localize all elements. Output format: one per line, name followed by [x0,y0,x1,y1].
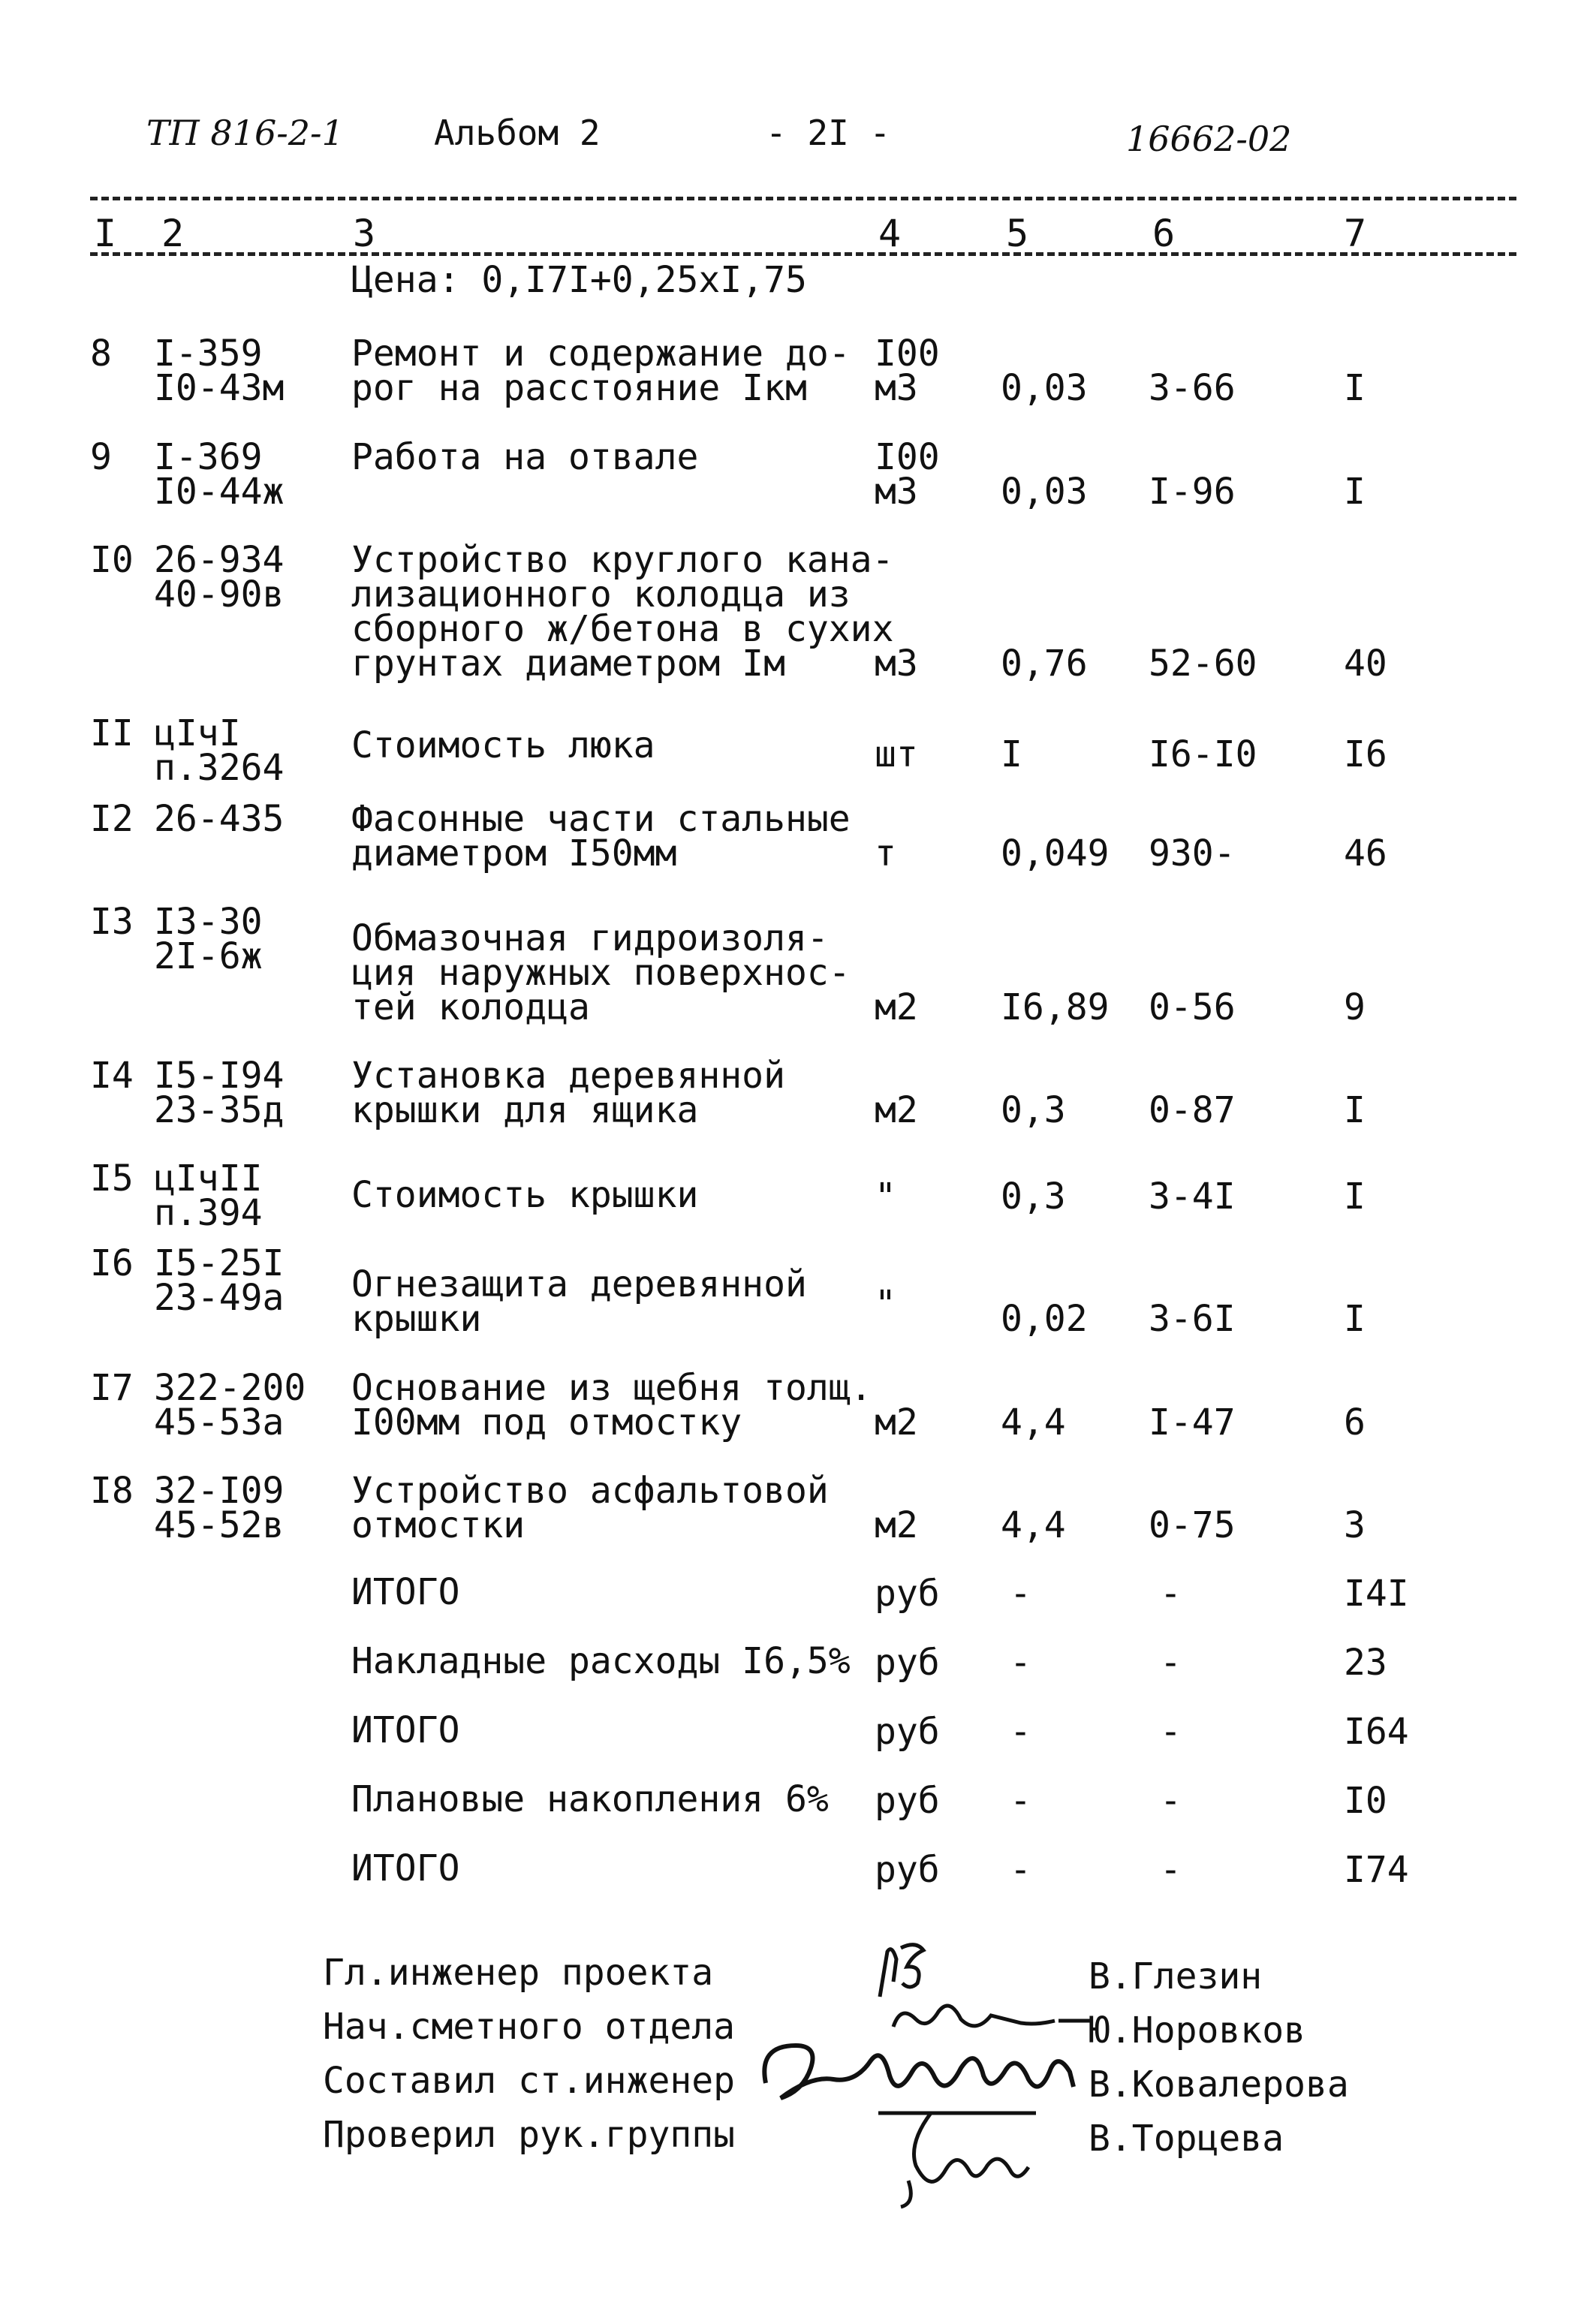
row-number: I7 [90,1367,134,1409]
totals-unit: руб [875,1849,940,1891]
row-price: 3-6I [1149,1298,1236,1340]
row-qty: 0,3 [1001,1089,1066,1131]
table-row [0,712,1596,789]
row-unit: т [875,832,896,875]
totals-qty: - [1010,1780,1031,1822]
totals-row [0,1778,1596,1822]
row-price: I-47 [1149,1401,1236,1444]
table-row [0,901,1596,1028]
column-number-7: 7 [1344,212,1367,255]
row-code: 26-934 40-90в [154,539,285,616]
row-qty: 0,3 [1001,1176,1066,1218]
totals-row [0,1640,1596,1684]
signature-role-compiler: Составил ст.инженер [323,2060,736,2102]
totals-label: ИТОГО [351,1847,460,1889]
signature-name-norovkov: Ю.Норовков [1089,2009,1305,2052]
totals-qty: - [1010,1711,1031,1753]
row-qty: I6,89 [1001,986,1110,1028]
row-unit: " [875,1283,896,1325]
row-name: Обмазочная гидроизоля- ция наружных поверхнос- тей колодца [351,917,851,1028]
totals-price: - [1160,1849,1182,1891]
row-code: I3-30 2I-6ж [154,901,263,977]
row-code: цIчI п.3264 [154,712,285,789]
column-number-1: I [94,212,117,255]
row-name: Работа на отвале [351,436,699,478]
row-number: I0 [90,539,134,581]
row-qty: I [1001,733,1022,775]
totals-total: I74 [1344,1849,1409,1891]
row-code: I-359 I0-43м [154,333,285,409]
page-number: - 2I - [766,113,891,153]
table-row [0,1367,1596,1444]
table-row [0,436,1596,513]
totals-price: - [1160,1711,1182,1753]
row-price: I-96 [1149,471,1236,513]
row-qty: 0,03 [1001,471,1088,513]
row-total: 46 [1344,832,1387,875]
column-number-5: 5 [1006,212,1029,255]
row-number: I5 [90,1158,134,1200]
row-unit: м2 [875,1089,918,1131]
row-total: 6 [1344,1401,1366,1444]
row-total: I [1344,1089,1366,1131]
totals-total: I0 [1344,1780,1387,1822]
row-total: I [1344,1176,1366,1218]
row-total: I6 [1344,733,1387,775]
totals-label: Накладные расходы I6,5% [351,1640,851,1682]
row-name: Основание из щебня толщ. I00мм под отмостку [351,1367,872,1444]
totals-row [0,1571,1596,1615]
row-code: I-369 I0-44ж [154,436,285,513]
row-number: II [90,712,134,754]
table-row [0,1242,1596,1340]
totals-total: I64 [1344,1711,1409,1753]
row-price: 3-66 [1149,367,1236,409]
row-code: цIчII п.394 [154,1158,263,1234]
row-price: 0-87 [1149,1089,1236,1131]
row-qty: 0,02 [1001,1298,1088,1340]
totals-price: - [1160,1573,1182,1615]
totals-qty: - [1010,1642,1031,1684]
column-number-4: 4 [878,212,902,255]
doc-code: ТП 816-2-1 [146,113,344,153]
column-number-6: 6 [1152,212,1176,255]
row-total: I [1344,471,1366,513]
table-row [0,1470,1596,1546]
table-row [0,333,1596,409]
album-label: Альбом 2 [434,113,601,153]
signature-role-chief-engineer: Гл.инженер проекта [323,1952,714,1994]
totals-total: I4I [1344,1573,1409,1615]
totals-unit: руб [875,1642,940,1684]
table-row [0,1055,1596,1131]
table-row [0,1158,1596,1234]
row-price: I6-I0 [1149,733,1257,775]
row-price: 0-56 [1149,986,1236,1028]
row-qty: 0,76 [1001,643,1088,685]
bottom-dashed-rule [90,252,1516,256]
row-code: 32-I09 45-52в [154,1470,285,1546]
row-number: 8 [90,333,112,375]
top-dashed-rule [90,197,1516,200]
row-price: 0-75 [1149,1504,1236,1546]
row-name: Устройство асфальтовой отмостки [351,1470,829,1546]
totals-total: 23 [1344,1642,1387,1684]
row-unit: м2 [875,986,918,1028]
row-total: I [1344,1298,1366,1340]
row-code: I5-I94 23-35д [154,1055,285,1131]
signature-role-head-estimates: Нач.сметного отдела [323,2006,736,2048]
totals-row [0,1847,1596,1891]
row-qty: 0,049 [1001,832,1110,875]
totals-unit: руб [875,1711,940,1753]
handwritten-signature-tortseva [863,2098,1058,2211]
row-number: I8 [90,1470,134,1512]
row-unit: I00 м3 [875,436,940,513]
column-number-2: 2 [161,212,185,255]
row-unit: м3 [875,643,918,685]
table-row [0,539,1596,685]
totals-price: - [1160,1642,1182,1684]
totals-label: ИТОГО [351,1709,460,1751]
row-price: 930- [1149,832,1236,875]
row-code: 322-200 45-53а [154,1367,306,1444]
column-number-3: 3 [353,212,376,255]
row-qty: 4,4 [1001,1401,1066,1444]
row-unit: " [875,1176,896,1218]
totals-unit: руб [875,1780,940,1822]
row-name: Стоимость люка [351,724,655,766]
totals-qty: - [1010,1849,1031,1891]
totals-unit: руб [875,1573,940,1615]
row-name: Установка деревянной крышки для ящика [351,1055,785,1131]
row-total: 40 [1344,643,1387,685]
row-code: I5-25I 23-49а [154,1242,285,1319]
row-number: I4 [90,1055,134,1097]
signature-name-tortseva: В.Торцева [1089,2118,1284,2160]
totals-qty: - [1010,1573,1031,1615]
row-total: I [1344,367,1366,409]
row-total: 9 [1344,986,1366,1028]
row-number: I3 [90,901,134,943]
totals-row [0,1709,1596,1753]
registration-number: 16662-02 [1126,119,1292,159]
row-unit: м2 [875,1504,918,1546]
row-qty: 4,4 [1001,1504,1066,1546]
row-total: 3 [1344,1504,1366,1546]
row-name: Огнезащита деревянной крышки [351,1263,807,1340]
signature-name-kovalerova: В.Ковалерова [1089,2064,1349,2106]
row-qty: 0,03 [1001,367,1088,409]
row-price: 3-4I [1149,1176,1236,1218]
row-name: Ремонт и содержание до- рог на расстояние Iкм [351,333,851,409]
row-name: Стоимость крышки [351,1174,699,1216]
totals-price: - [1160,1780,1182,1822]
signature-role-checker: Проверил рук.группы [323,2114,736,2156]
totals-label: ИТОГО [351,1571,460,1613]
price-formula: Цена: 0,I7I+0,25xI,75 [351,259,807,301]
signature-name-glezin: В.Глезин [1089,1955,1263,1997]
row-price: 52-60 [1149,643,1257,685]
row-unit: I00 м3 [875,333,940,409]
row-number: 9 [90,436,112,478]
row-unit: м2 [875,1401,918,1444]
row-name: Фасонные части стальные диаметром I50мм [351,798,851,875]
row-number: I6 [90,1242,134,1284]
row-code: 26-435 [154,798,285,840]
row-number: I2 [90,798,134,840]
table-row [0,798,1596,875]
totals-label: Плановые накопления 6% [351,1778,829,1820]
row-unit: шт [875,733,918,775]
row-name: Устройство круглого кана- лизационного колодца из сборного ж/бетона в сухих грунтах диаметром Iм [351,539,894,685]
